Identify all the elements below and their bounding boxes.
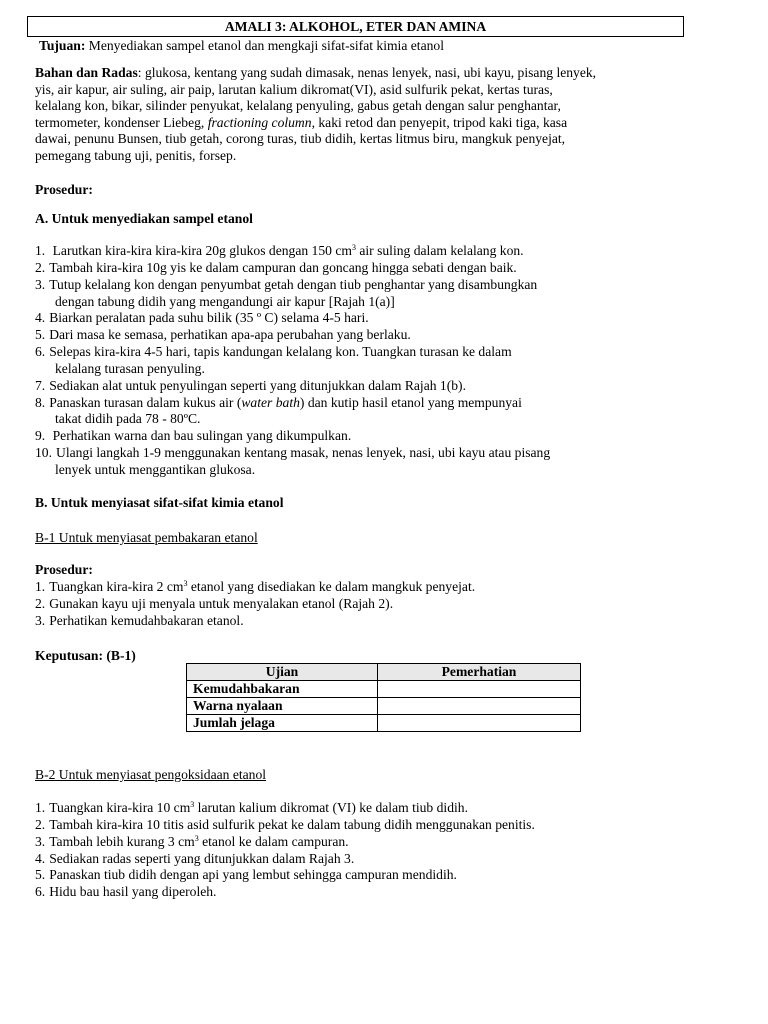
step-text-part: Tambah kira-kira 10 titis asid sulfurik pekat ke dalam tabung didih menggunakan penitis. — [49, 816, 535, 832]
step-text-part: larutan kalium dikromat (VI) ke dalam tiub didih. — [194, 800, 468, 815]
step-text — [49, 428, 351, 445]
step-text — [56, 445, 550, 462]
step-text — [49, 596, 393, 613]
list-item — [35, 851, 695, 868]
step-number: 1. — [35, 579, 46, 594]
step-text-part: Hidu bau hasil yang diperoleh. — [49, 884, 217, 900]
b1-procedure-heading: Prosedur: — [35, 562, 93, 577]
b1-results-heading: Keputusan: (B-1) — [35, 648, 136, 663]
section-a-steps — [35, 243, 695, 479]
step-text-part: Tuangkan kira-kira 10 cm — [49, 800, 191, 815]
materials-paragraph — [35, 65, 735, 165]
step-text — [49, 817, 535, 834]
list-item — [35, 817, 695, 834]
step-text — [49, 243, 523, 260]
step-text-part: Perhatikan kemudahbakaran etanol. — [49, 612, 244, 628]
list-item — [35, 596, 695, 613]
list-item — [35, 395, 695, 412]
materials-line: , kaki retod dan penyepit, tripod kaki tiga, kasa — [311, 114, 568, 130]
step-continuation: takat didih pada 78 - 80ºC. — [55, 411, 201, 427]
list-item — [35, 884, 695, 901]
step-text-part: Selepas kira-kira 4-5 hari, tapis kandungan kelalang kon. Tuangkan turasan ke dalam — [49, 344, 512, 360]
table-cell-observation[interactable] — [378, 681, 581, 698]
step-number: 1. — [35, 243, 46, 258]
b2-title: B-2 Untuk menyiasat pengoksidaan etanol — [35, 767, 267, 782]
table-row — [187, 715, 581, 732]
observation-table — [186, 663, 581, 732]
step-text — [49, 613, 243, 630]
step-number: 6. — [35, 884, 46, 900]
step-text-part: Perhatikan warna dan bau sulingan yang dikumpulkan. — [49, 428, 352, 444]
step-text — [49, 800, 468, 817]
step-text-part: Gunakan kayu uji menyala untuk menyalakan etanol (Rajah 2). — [49, 595, 394, 611]
step-continuation: dengan tabung didih yang mengandungi air kapur [Rajah 1(a)] — [55, 293, 395, 309]
step-text-part: Tutup kelalang kon dengan penyumbat getah dengan tiub penghantar yang disambungkan — [49, 276, 538, 292]
step-number: 2. — [35, 595, 46, 611]
list-item — [35, 613, 695, 630]
step-text-part: Tambah kira-kira 10g yis ke dalam campuran dan goncang hingga sebati dengan baik. — [49, 259, 517, 275]
section-b-heading: B. Untuk menyiasat sifat-sifat kimia etanol — [35, 495, 284, 510]
list-item — [35, 445, 695, 462]
table-row — [187, 698, 581, 715]
procedure-heading: Prosedur: — [35, 182, 93, 197]
materials-line: dawai, penunu Bunsen, tiub getah, corong turas, tiub didih, kertas litmus biru, mangkuk penyejat, — [35, 131, 566, 147]
step-number: 3. — [35, 276, 46, 292]
superscript: 3 — [351, 243, 356, 252]
table-cell-observation[interactable] — [378, 715, 581, 732]
step-text — [49, 851, 354, 868]
superscript: 3 — [190, 800, 195, 809]
table-header-pemerhatian: Pemerhatian — [378, 664, 581, 681]
step-number: 9. — [35, 428, 46, 444]
objective — [39, 38, 689, 55]
step-text-part: Ulangi langkah 1-9 menggunakan kentang masak, nenas lenyek, nasi, ubi kayu atau pisang — [56, 445, 551, 461]
list-item — [35, 800, 695, 817]
materials-italic: fractioning column — [207, 114, 312, 130]
step-number: 3. — [35, 612, 46, 628]
step-text — [49, 378, 466, 395]
materials-line: : glukosa, kentang yang sudah dimasak, nenas lenyek, nasi, ubi kayu, pisang lenyek, — [137, 65, 597, 80]
step-text-part: Sediakan radas seperti yang ditunjukkan dalam Rajah 3. — [49, 850, 355, 866]
step-number: 1. — [35, 800, 46, 815]
section-a-heading: A. Untuk menyediakan sampel etanol — [35, 211, 253, 226]
step-number: 8. — [35, 394, 46, 410]
table-row — [187, 681, 581, 698]
superscript: 3 — [183, 579, 188, 588]
step-text-part: Dari masa ke semasa, perhatikan apa-apa perubahan yang berlaku. — [49, 327, 411, 343]
step-text — [49, 310, 368, 327]
step-text — [49, 277, 537, 294]
step-continuation: kelalang turasan penyuling. — [55, 360, 205, 376]
materials-line: termometer, kondenser Liebeg, — [35, 114, 208, 130]
superscript: 3 — [194, 833, 199, 843]
materials-line: yis, air kapur, air suling, air paip, larutan kalium dikromat(VI), asid sulfurik pekat, kertas turas, — [35, 81, 553, 97]
table-cell-observation[interactable] — [378, 698, 581, 715]
step-number: 3. — [35, 833, 46, 849]
list-item — [35, 378, 695, 395]
step-text — [49, 867, 457, 884]
list-item — [35, 310, 695, 327]
step-text — [49, 327, 411, 344]
step-text-italic: water bath — [241, 394, 300, 410]
list-item — [35, 243, 695, 260]
step-text-part: ) dan kutip hasil etanol yang mempunyai — [299, 394, 522, 410]
b1-steps — [35, 579, 695, 630]
table-cell-test: Jumlah jelaga — [187, 715, 378, 732]
step-text-part: Biarkan peralatan pada suhu bilik (35 º C) selama 4-5 hari. — [49, 310, 369, 326]
step-text — [49, 260, 517, 277]
list-item — [35, 834, 695, 851]
list-item — [35, 327, 695, 344]
objective-label: Tujuan: — [39, 38, 86, 53]
list-item — [35, 260, 695, 277]
step-number: 4. — [35, 310, 46, 326]
table-cell-test: Kemudahbakaran — [187, 681, 378, 698]
list-item — [35, 867, 695, 884]
materials-label: Bahan dan Radas — [35, 65, 138, 80]
table-header-row — [187, 664, 581, 681]
step-text-part: Panaskan tiub didih dengan api yang lembut sehingga campuran mendidih. — [49, 867, 457, 883]
step-number: 4. — [35, 850, 46, 866]
objective-text: Menyediakan sampel etanol dan mengkaji sifat-sifat kimia etanol — [88, 38, 444, 53]
step-text-part: etanol yang disediakan ke dalam mangkuk penyejat. — [187, 579, 476, 594]
materials-line: kelalang kon, bikar, silinder penyukat, kelalang penyuling, gabus getah dengan salur penghantar, — [35, 98, 561, 114]
step-number: 10. — [35, 445, 52, 461]
step-text — [49, 834, 348, 851]
page-title: AMALI 3: ALKOHOL, ETER DAN AMINA — [27, 16, 684, 37]
step-text-part: Tuangkan kira-kira 2 cm — [49, 579, 184, 594]
step-text — [49, 344, 511, 361]
step-text-part: Panaskan turasan dalam kukus air ( — [49, 394, 242, 410]
step-number: 5. — [35, 867, 46, 883]
list-item — [35, 277, 695, 294]
b2-steps — [35, 800, 695, 901]
step-number: 7. — [35, 377, 46, 393]
step-text-part: Tambah lebih kurang 3 cm — [49, 833, 195, 849]
step-text — [49, 884, 216, 901]
step-text-part: etanol ke dalam campuran. — [198, 833, 349, 849]
step-number: 5. — [35, 327, 46, 343]
step-continuation: lenyek untuk menggantikan glukosa. — [55, 461, 256, 477]
step-text-part: Sediakan alat untuk penyulingan seperti yang ditunjukkan dalam Rajah 1(b). — [49, 377, 466, 393]
step-text-part: Larutkan kira-kira kira-kira 20g glukos dengan 150 cm — [49, 243, 352, 258]
step-text — [49, 395, 522, 412]
materials-line: pemegang tabung uji, penitis, forsep. — [35, 147, 237, 163]
list-item — [35, 344, 695, 361]
step-text-part: air suling dalam kelalang kon. — [355, 243, 524, 258]
table-cell-test: Warna nyalaan — [187, 698, 378, 715]
step-number: 2. — [35, 259, 46, 275]
step-number: 6. — [35, 344, 46, 360]
list-item — [35, 428, 695, 445]
table-header-ujian: Ujian — [187, 664, 378, 681]
list-item — [35, 579, 695, 596]
step-number: 2. — [35, 816, 46, 832]
b1-title: B-1 Untuk menyiasat pembakaran etanol — [35, 530, 258, 545]
step-text — [49, 579, 475, 596]
